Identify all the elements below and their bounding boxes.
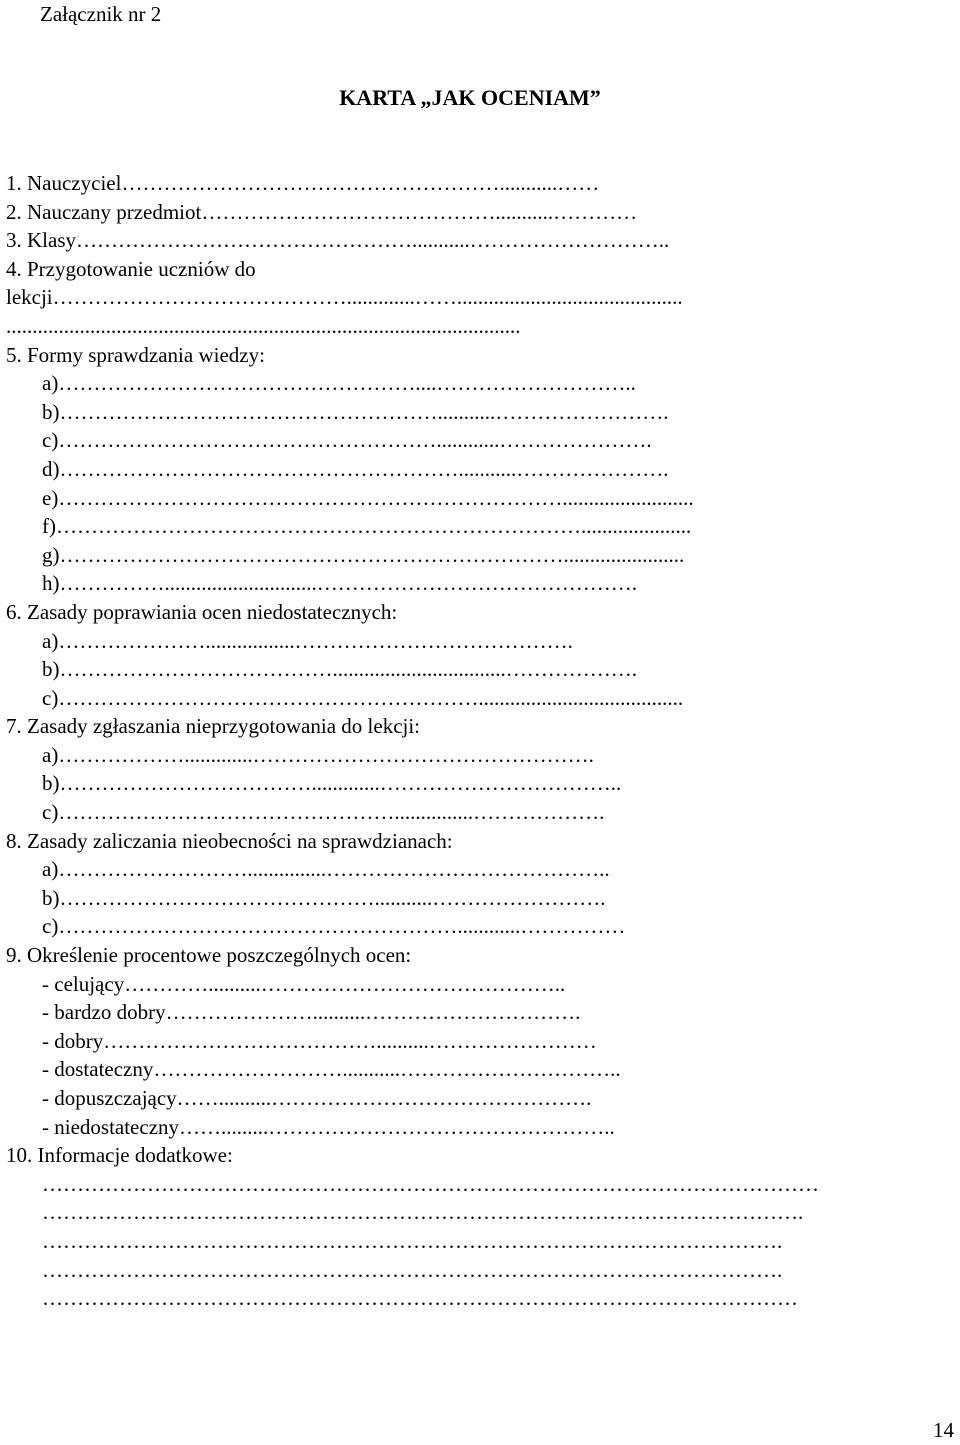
item-percent-very-good: - bardzo dobry…………………..........…………………………. <box>42 1000 581 1025</box>
item-classes: 3. Klasy…………………………………………...........……………………….. <box>6 228 670 253</box>
item-percent-excellent: - celujący…………..........…………………………………….. <box>42 971 566 996</box>
item-forms-h: h)…………….............................………………………………………. <box>42 571 637 596</box>
item-unprepared-heading: 7. Zasady zgłaszania nieprzygotowania do lekcji: <box>6 714 421 739</box>
item-additional-line: ………………………………………………………………………………………………… <box>42 1171 819 1196</box>
item-additional-line: ………………………………………………………………………………………………. <box>42 1200 804 1225</box>
item-percent-heading: 9. Określenie procentowe poszczególnych ocen: <box>6 943 412 968</box>
item-teacher: 1. Nauczyciel………………………………………………...........…… <box>6 171 600 195</box>
page-title: KARTA „JAK OCENIAM” <box>339 85 601 110</box>
item-additional-line: ……………………………………………………………………………………………… <box>42 1286 798 1311</box>
item-forms-d: d)…………………………………………………...........…………………. <box>42 456 669 481</box>
form-content <box>6 169 938 1313</box>
item-forms-f: f)…………………………………………………………………..................... <box>42 514 692 539</box>
item-forms-heading: 5. Formy sprawdzania wiedzy: <box>6 342 265 367</box>
item-additional-line: ……………………………………………………………………………………………. <box>42 1257 783 1282</box>
item-additional-heading: 10. Informacje dodatkowe: <box>6 1143 233 1168</box>
item-forms-a: a)……………………………………………....……………………….. <box>42 371 636 396</box>
item-forms-g: g)………………………………………………………………....................... <box>42 542 685 567</box>
item-percent-good: - dobry…………………………………..........…………………… <box>42 1028 597 1053</box>
item-percent-acceptable: - dopuszczający……..........………………………………………. <box>42 1086 592 1110</box>
item-forms-b: b)………………………………………………...........……………………. <box>42 399 669 424</box>
item-absence-heading: 8. Zasady zaliczania nieobecności na sprawdzianach: <box>6 828 453 853</box>
item-percent-insufficient: - niedostateczny…….........………………………………………….. <box>42 1114 615 1139</box>
item-corrections-a: a)………………….................…………………………………. <box>42 628 573 653</box>
page-number: 14 <box>933 1418 954 1442</box>
item-unprepared-b: b)……………………………….............…………………………….. <box>42 771 622 796</box>
item-preparation-line: .................................................................................................. <box>6 313 521 338</box>
item-unprepared-c: c)…………………………………………...............………………. <box>42 800 605 825</box>
item-additional-line: ……………………………………………………………………………………………. <box>42 1228 783 1253</box>
item-subject: 2. Nauczany przedmiot……………………………………...........………… <box>6 199 638 224</box>
item-unprepared-a: a)……………….............…………………………………………. <box>42 742 594 767</box>
item-absence-b: b)………………………………………...........……………………. <box>42 885 606 910</box>
item-corrections-c: c)……………………………………………………....................................... <box>42 685 684 710</box>
item-preparation-line: lekcji…………………………………….............……........................................... <box>6 285 683 310</box>
item-forms-e: e)………………………………………………………………......................... <box>42 485 694 510</box>
item-absence-a: a)………………………...............………………………………….. <box>42 857 610 882</box>
item-corrections-heading: 6. Zasady poprawiania ocen niedostatecznych: <box>6 599 398 624</box>
item-forms-c: c)………………………………………………............…………………. <box>42 428 652 453</box>
item-preparation: 4. Przygotowanie uczniów do <box>6 256 256 281</box>
item-corrections-b: b)………………………………….................................………………. <box>42 657 637 682</box>
item-percent-sufficient: - dostateczny………………………...........………………………….. <box>42 1057 621 1082</box>
item-absence-c: c)…………………………………………………............…………… <box>42 914 626 939</box>
annex-label: Załącznik nr 2 <box>40 2 162 26</box>
